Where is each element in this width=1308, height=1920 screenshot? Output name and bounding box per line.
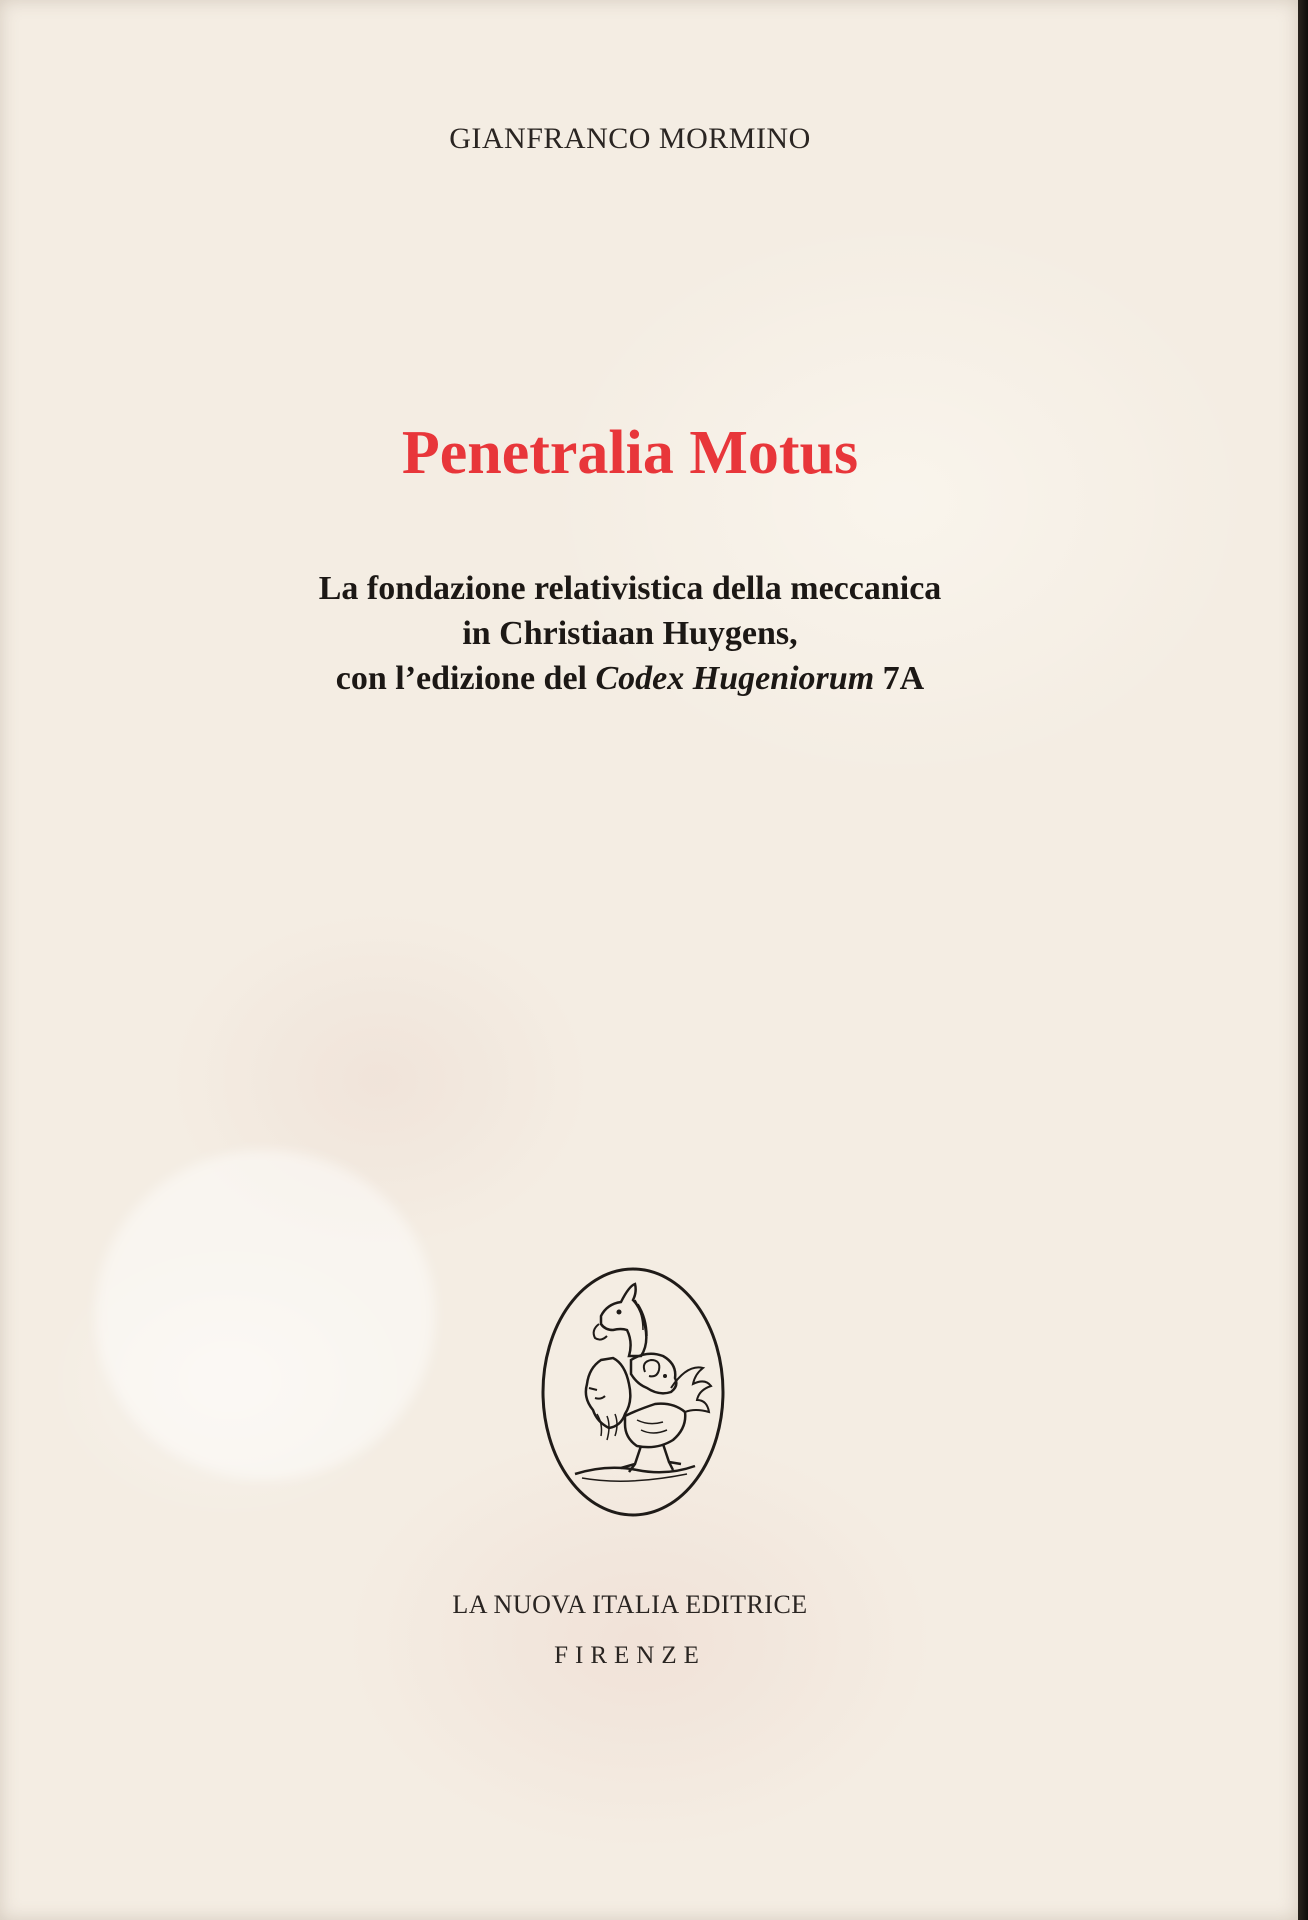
subtitle-line-3-prefix: con l’edizione del bbox=[335, 660, 596, 697]
subtitle-line-3-suffix: 7A bbox=[874, 660, 925, 697]
subtitle-line-2: in Christiaan Huygens, bbox=[462, 615, 798, 652]
author-name: GIANFRANCO MORMINO bbox=[449, 122, 811, 155]
gem-emblem-icon bbox=[537, 1264, 729, 1520]
publisher-city: FIRENZE bbox=[554, 1642, 706, 1669]
subtitle-line-1: La fondazione relativistica della meccanica bbox=[318, 570, 942, 607]
paper-stain bbox=[95, 1150, 435, 1480]
subtitle-codex-title: Codex Hugeniorum bbox=[595, 660, 875, 697]
subtitle-line-3 bbox=[0, 656, 1260, 701]
book-title: Penetralia Motus bbox=[401, 419, 859, 487]
book-subtitle bbox=[0, 566, 1260, 701]
publisher-name: LA NUOVA ITALIA EDITRICE bbox=[452, 1590, 808, 1619]
cover-edge-shadow bbox=[1298, 0, 1308, 1920]
